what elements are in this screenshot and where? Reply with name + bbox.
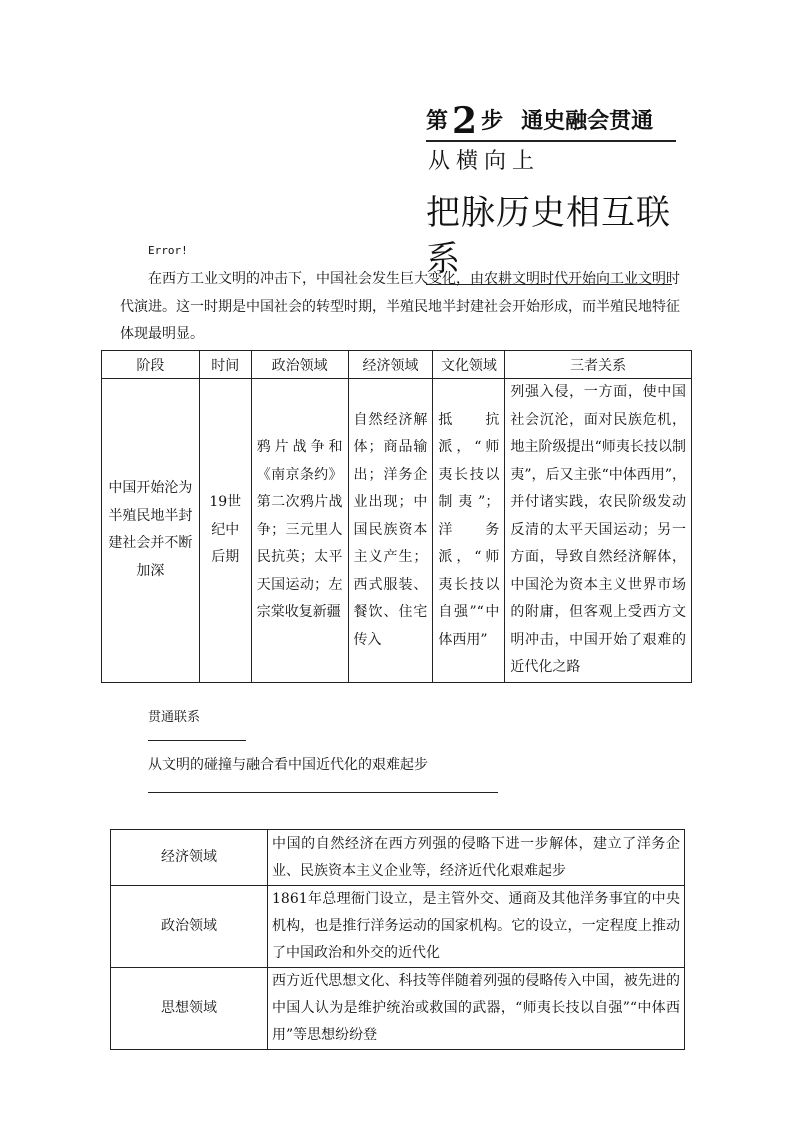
row-content: 1861年总理衙门设立，是主管外交、通商及其他洋务事宜的中央机构，也是推行洋务运动的国家机构。它的设立，一定程度上推动了中国政治和外交的近代化	[268, 886, 685, 968]
table-row	[102, 379, 692, 683]
culture-cell: 抵抗派，“师夷长技以制夷”；洋务派，“师夷长技以自强”“中体西用”	[433, 379, 505, 683]
row-label: 政治领域	[111, 886, 268, 968]
table-header-cell: 阶段	[102, 351, 200, 379]
economy-cell: 自然经济解体；商品输出；洋务企业出现；中国民族资本主义产生；西式服装、餐饮、住宅传入	[348, 379, 433, 683]
table-row	[111, 968, 685, 1050]
domain-table	[110, 829, 685, 1050]
step-suffix: 步	[481, 109, 504, 134]
time-cell: 19世纪中后期	[199, 379, 251, 683]
table-row	[111, 830, 685, 886]
table-header-cell: 三者关系	[505, 351, 692, 379]
stage-table	[101, 350, 692, 683]
table-header-cell: 政治领域	[251, 351, 348, 379]
section-title: 从文明的碰撞与融合看中国近代化的艰难起步	[148, 757, 428, 773]
step-header	[426, 100, 676, 285]
step-title: 通史融会贯通	[521, 109, 654, 134]
row-content: 西方近代思想文化、科技等伴随着列强的侵略传入中国，被先进的中国人认为是维护统治或救国的武器，“师夷长技以自强”“中体西用”等思想纷纷登	[268, 968, 685, 1050]
section-label: 贯通联系	[148, 710, 201, 725]
step-heading	[426, 100, 676, 142]
error-text: Error!	[148, 244, 188, 257]
section-label-rule	[148, 740, 246, 741]
relation-cell: 列强入侵，一方面，使中国社会沉沦，面对民族危机，地主阶级提出“师夷长技以制夷”，后又主张“中体西用”，并付诸实践，农民阶级发动反清的太平天国运动；另一方面，导致自然经济解体，中国沦为资本主义世界市场的附庸，但客观上受西方文明冲击，中国开始了艰难的近代化之路	[505, 379, 692, 683]
header-main-title: 把脉历史相互联系	[426, 193, 671, 279]
step-prefix: 第	[426, 109, 449, 134]
table-header-row	[102, 351, 692, 379]
politics-cell: 鸦片战争和《南京条约》第二次鸦片战争；三元里人民抗英；太平天国运动；左宗棠收复新疆	[251, 379, 348, 683]
intro-paragraph: 在西方工业文明的冲击下，中国社会发生巨大变化，由农耕文明时代开始向工业文明时代演进。这一时期是中国社会的转型时期，半殖民地半封建社会开始形成，而半殖民地特征体现最明显。	[120, 271, 680, 342]
stage-cell: 中国开始沦为半殖民地半封建社会并不断加深	[102, 379, 200, 683]
table-header-cell: 文化领域	[433, 351, 505, 379]
row-label: 思想领域	[111, 968, 268, 1050]
step-number: 2	[452, 100, 478, 142]
table-header-cell: 经济领域	[348, 351, 433, 379]
row-label: 经济领域	[111, 830, 268, 886]
table-row	[111, 886, 685, 968]
section-title-rule	[148, 792, 498, 793]
table-header-cell: 时间	[199, 351, 251, 379]
header-subtitle: 从横向上	[428, 149, 541, 174]
row-content: 中国的自然经济在西方列强的侵略下进一步解体，建立了洋务企业、民族资本主义企业等，经济近代化艰难起步	[268, 830, 685, 886]
